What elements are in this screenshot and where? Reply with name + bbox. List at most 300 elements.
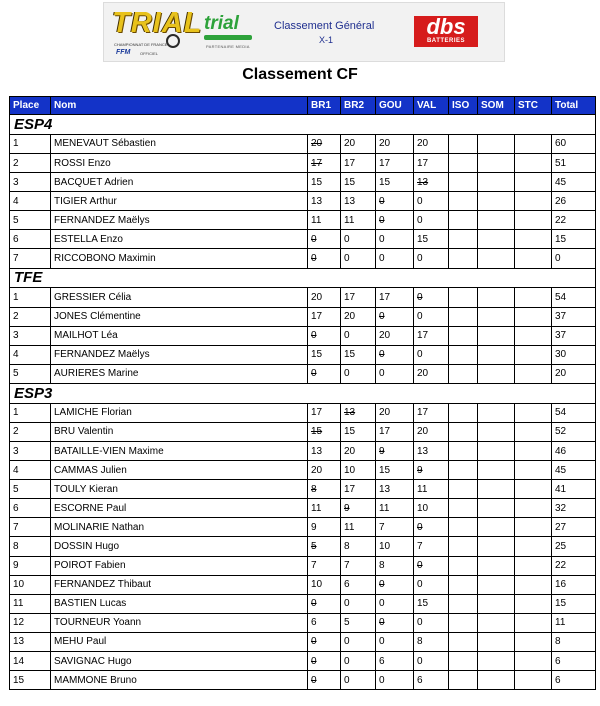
cell-place: 5 [10,211,51,230]
trial-logo [110,6,203,58]
cell-iso [449,192,478,211]
cell-iso [449,288,478,307]
category-row [10,268,596,288]
table-header-row [10,97,596,115]
cell-som [478,403,515,422]
cell-gou: 0 [376,230,414,249]
cell-val: 11 [414,480,449,499]
cell-iso [449,134,478,153]
table-row [10,307,596,326]
trial-magazine-logo-title: trial [204,13,239,34]
cell-gou: 17 [376,153,414,172]
cell-br2: 0 [341,594,376,613]
cell-val: 17 [414,326,449,345]
cell-br1: 15 [308,345,341,364]
column-header-som: SOM [478,97,515,115]
cell-place: 11 [10,594,51,613]
cell-place: 14 [10,652,51,671]
cell-br1-dropped: 5 [308,537,341,556]
page-title: Classement CF [242,66,358,83]
cell-iso [449,364,478,383]
cell-iso [449,441,478,460]
cell-gou: 0 [376,249,414,268]
cell-br2-dropped: 9 [341,499,376,518]
cell-iso [449,613,478,632]
cell-place: 10 [10,575,51,594]
cell-stc [515,480,552,499]
cell-iso [449,671,478,690]
cell-br2: 0 [341,326,376,345]
cell-br2: 0 [341,230,376,249]
cell-som [478,556,515,575]
cell-nom: FERNANDEZ Maëlys [51,345,308,364]
table-row [10,594,596,613]
category-row [10,115,596,135]
cell-total: 60 [552,134,596,153]
table-row [10,230,596,249]
cell-stc [515,153,552,172]
cell-nom: JONES Clémentine [51,307,308,326]
cell-stc [515,134,552,153]
column-header-iso: ISO [449,97,478,115]
cell-br1-dropped: 0 [308,632,341,651]
table-row [10,422,596,441]
cell-total: 26 [552,192,596,211]
cell-place: 7 [10,518,51,537]
cell-val: 7 [414,537,449,556]
cell-br1-dropped: 0 [308,652,341,671]
cell-br1: 15 [308,173,341,192]
cell-br2: 0 [341,671,376,690]
table-row [10,518,596,537]
cell-total: 30 [552,345,596,364]
category-label: TFE [10,268,596,288]
cell-gou: 0 [376,671,414,690]
trial-logo-small: CHAMPIONNAT DE FRANCE [114,42,168,47]
cell-stc [515,192,552,211]
table-row [10,364,596,383]
cell-stc [515,364,552,383]
cell-place: 2 [10,422,51,441]
cell-gou: 15 [376,461,414,480]
cell-br1-dropped: 20 [308,134,341,153]
cell-place: 1 [10,288,51,307]
cell-br2: 8 [341,537,376,556]
trial-logo-title: TRIAL [112,7,203,39]
cell-br2: 6 [341,575,376,594]
cell-br1: 10 [308,575,341,594]
cell-gou: 15 [376,173,414,192]
cell-val-dropped: 0 [414,518,449,537]
table-row [10,288,596,307]
cell-place: 3 [10,441,51,460]
cell-br2: 0 [341,364,376,383]
column-header-gou: GOU [376,97,414,115]
cell-nom: MAMMONE Bruno [51,671,308,690]
cell-gou: 6 [376,652,414,671]
cell-stc [515,499,552,518]
cell-som [478,480,515,499]
cell-som [478,192,515,211]
cell-stc [515,594,552,613]
cell-place: 7 [10,249,51,268]
cell-br2: 20 [341,134,376,153]
cell-som [478,613,515,632]
cell-br1: 20 [308,288,341,307]
table-row [10,556,596,575]
cell-som [478,134,515,153]
dbs-logo-small: BATTERIES [426,38,466,44]
cell-som [478,575,515,594]
cell-val: 0 [414,192,449,211]
cell-iso [449,537,478,556]
cell-br2: 11 [341,211,376,230]
cell-iso [449,422,478,441]
cell-som [478,422,515,441]
cell-nom: RICCOBONO Maximin [51,249,308,268]
cell-iso [449,575,478,594]
cell-iso [449,345,478,364]
cell-nom: TIGIER Arthur [51,192,308,211]
cell-iso [449,652,478,671]
cell-val-dropped: 0 [414,556,449,575]
cell-som [478,671,515,690]
cell-val: 0 [414,575,449,594]
cell-total: 52 [552,422,596,441]
header-banner [103,2,505,62]
cell-total: 15 [552,230,596,249]
cell-total: 6 [552,652,596,671]
cell-total: 54 [552,288,596,307]
cell-gou: 7 [376,518,414,537]
cell-gou: 17 [376,288,414,307]
cell-stc [515,345,552,364]
cell-br1-dropped: 0 [308,326,341,345]
cell-br1: 20 [308,461,341,480]
cell-place: 3 [10,173,51,192]
cell-nom: MENEVAUT Sébastien [51,134,308,153]
cell-stc [515,537,552,556]
table-row [10,537,596,556]
cell-br1: 9 [308,518,341,537]
cell-nom: MEHU Paul [51,632,308,651]
cell-stc [515,632,552,651]
column-header-total: Total [552,97,596,115]
table-row [10,441,596,460]
cell-iso [449,230,478,249]
cell-gou-dropped: 0 [376,575,414,594]
table-row [10,153,596,172]
cell-place: 6 [10,230,51,249]
cell-total: 45 [552,173,596,192]
cell-total: 27 [552,518,596,537]
cell-som [478,594,515,613]
cell-total: 16 [552,575,596,594]
cell-total: 46 [552,441,596,460]
cell-val: 0 [414,613,449,632]
table-row [10,499,596,518]
cell-total: 11 [552,613,596,632]
cell-stc [515,518,552,537]
cell-total: 37 [552,307,596,326]
cell-val-dropped: 9 [414,461,449,480]
cell-som [478,364,515,383]
cell-gou-dropped: 0 [376,307,414,326]
cell-br2: 17 [341,480,376,499]
cell-val: 0 [414,652,449,671]
cell-stc [515,575,552,594]
cell-br1-dropped: 0 [308,230,341,249]
cell-br2: 5 [341,613,376,632]
trial-magazine-logo-bar [204,35,252,40]
cell-stc [515,403,552,422]
category-label: ESP3 [10,383,596,403]
cell-br1: 13 [308,192,341,211]
cell-stc [515,613,552,632]
table-row [10,575,596,594]
cell-stc [515,249,552,268]
column-header-val: VAL [414,97,449,115]
cell-val: 15 [414,594,449,613]
cell-iso [449,594,478,613]
dbs-logo [414,16,478,47]
cell-gou: 0 [376,594,414,613]
cell-nom: BASTIEN Lucas [51,594,308,613]
cell-som [478,211,515,230]
cell-br1: 11 [308,499,341,518]
cell-stc [515,652,552,671]
cell-br2: 13 [341,192,376,211]
cell-val: 0 [414,249,449,268]
table-row [10,671,596,690]
category-label: ESP4 [10,115,596,135]
cell-iso [449,518,478,537]
cell-total: 22 [552,556,596,575]
cell-place: 2 [10,153,51,172]
cell-place: 12 [10,613,51,632]
cell-gou: 20 [376,403,414,422]
cell-place: 6 [10,499,51,518]
cell-nom: AURIERES Marine [51,364,308,383]
cell-br2: 15 [341,173,376,192]
cell-val: 15 [414,230,449,249]
cell-gou-dropped: 0 [376,345,414,364]
cell-nom: CAMMAS Julien [51,461,308,480]
table-row [10,192,596,211]
cell-total: 51 [552,153,596,172]
cell-stc [515,461,552,480]
cell-br2: 20 [341,441,376,460]
cell-som [478,537,515,556]
cell-br2: 15 [341,345,376,364]
cell-nom: GRESSIER Célia [51,288,308,307]
cell-val: 20 [414,364,449,383]
cell-iso [449,173,478,192]
cell-br1: 11 [308,211,341,230]
table-row [10,345,596,364]
cell-som [478,153,515,172]
cell-gou: 20 [376,134,414,153]
dbs-logo-title: dbs [426,14,466,39]
cell-total: 8 [552,632,596,651]
cell-val: 6 [414,671,449,690]
cell-br2: 0 [341,652,376,671]
cell-val-dropped: 0 [414,288,449,307]
ffm-logo-small: OFFICIEL [140,51,159,56]
cell-nom: SAVIGNAC Hugo [51,652,308,671]
cell-val: 0 [414,345,449,364]
cell-gou-dropped: 0 [376,613,414,632]
cell-gou: 17 [376,422,414,441]
cell-val: 20 [414,134,449,153]
cell-val: 17 [414,153,449,172]
table-row [10,480,596,499]
cell-total: 37 [552,326,596,345]
cell-br1: 17 [308,403,341,422]
cell-br1: 7 [308,556,341,575]
column-header-br1: BR1 [308,97,341,115]
cell-br1: 13 [308,441,341,460]
cell-stc [515,211,552,230]
cell-iso [449,632,478,651]
cell-iso [449,403,478,422]
cell-som [478,632,515,651]
cell-nom: TOULY Kieran [51,480,308,499]
cell-iso [449,211,478,230]
cell-nom: TOURNEUR Yoann [51,613,308,632]
table-row [10,211,596,230]
ffm-logo: FFM [116,49,131,56]
cell-gou: 0 [376,632,414,651]
cell-place: 8 [10,537,51,556]
cell-nom: BATAILLE-VIEN Maxime [51,441,308,460]
cell-br2-dropped: 13 [341,403,376,422]
cell-gou: 13 [376,480,414,499]
table-row [10,326,596,345]
cell-total: 25 [552,537,596,556]
cell-som [478,249,515,268]
cell-som [478,173,515,192]
cell-som [478,441,515,460]
table-row [10,613,596,632]
cell-total: 32 [552,499,596,518]
cell-nom: ROSSI Enzo [51,153,308,172]
cell-place: 1 [10,403,51,422]
cell-gou: 20 [376,326,414,345]
cell-iso [449,461,478,480]
cell-nom: DOSSIN Hugo [51,537,308,556]
cell-br2: 10 [341,461,376,480]
cell-stc [515,230,552,249]
column-header-place: Place [10,97,51,115]
cell-nom: ESCORNE Paul [51,499,308,518]
cell-nom: ESTELLA Enzo [51,230,308,249]
cell-br1-dropped: 0 [308,364,341,383]
cell-br1-dropped: 0 [308,249,341,268]
cell-br2: 15 [341,422,376,441]
cell-total: 45 [552,461,596,480]
cell-place: 4 [10,461,51,480]
cell-iso [449,556,478,575]
cell-br1-dropped: 0 [308,594,341,613]
table-row [10,249,596,268]
cell-iso [449,249,478,268]
table-row [10,652,596,671]
cell-val: 0 [414,211,449,230]
cell-total: 15 [552,594,596,613]
cell-gou: 0 [376,364,414,383]
cell-place: 3 [10,326,51,345]
cell-iso [449,326,478,345]
cell-nom: MAILHOT Léa [51,326,308,345]
cell-som [478,461,515,480]
table-row [10,173,596,192]
cell-som [478,307,515,326]
cell-gou: 8 [376,556,414,575]
cell-br2: 17 [341,153,376,172]
cell-place: 1 [10,134,51,153]
table-body [10,115,596,690]
cell-iso [449,307,478,326]
cell-br2: 17 [341,288,376,307]
category-row [10,383,596,403]
cell-place: 15 [10,671,51,690]
cell-total: 22 [552,211,596,230]
cell-gou-dropped: 9 [376,441,414,460]
cell-br1-dropped: 8 [308,480,341,499]
cell-stc [515,326,552,345]
cell-iso [449,153,478,172]
cell-br1: 17 [308,307,341,326]
cell-stc [515,556,552,575]
cell-nom: FERNANDEZ Thibaut [51,575,308,594]
cell-som [478,230,515,249]
cell-br2: 0 [341,632,376,651]
trial-magazine-logo [200,13,258,55]
cell-val-dropped: 13 [414,173,449,192]
cell-som [478,518,515,537]
results-table [9,96,596,690]
cell-total: 54 [552,403,596,422]
cell-gou: 11 [376,499,414,518]
cell-br2: 0 [341,249,376,268]
cell-total: 20 [552,364,596,383]
cell-nom: BACQUET Adrien [51,173,308,192]
column-header-stc: STC [515,97,552,115]
cell-nom: POIROT Fabien [51,556,308,575]
cell-br2: 20 [341,307,376,326]
cell-gou-dropped: 0 [376,192,414,211]
cell-br1-dropped: 17 [308,153,341,172]
table-row [10,134,596,153]
cell-nom: FERNANDEZ Maëlys [51,211,308,230]
column-header-br2: BR2 [341,97,376,115]
cell-nom: BRU Valentin [51,422,308,441]
cell-total: 6 [552,671,596,690]
cell-place: 4 [10,192,51,211]
cell-val: 17 [414,403,449,422]
cell-place: 13 [10,632,51,651]
cell-val: 8 [414,632,449,651]
cell-total: 41 [552,480,596,499]
cell-place: 5 [10,480,51,499]
cell-som [478,326,515,345]
cell-nom: LAMICHE Florian [51,403,308,422]
cell-val: 13 [414,441,449,460]
cell-total: 0 [552,249,596,268]
cell-br2: 11 [341,518,376,537]
cell-br2: 7 [341,556,376,575]
